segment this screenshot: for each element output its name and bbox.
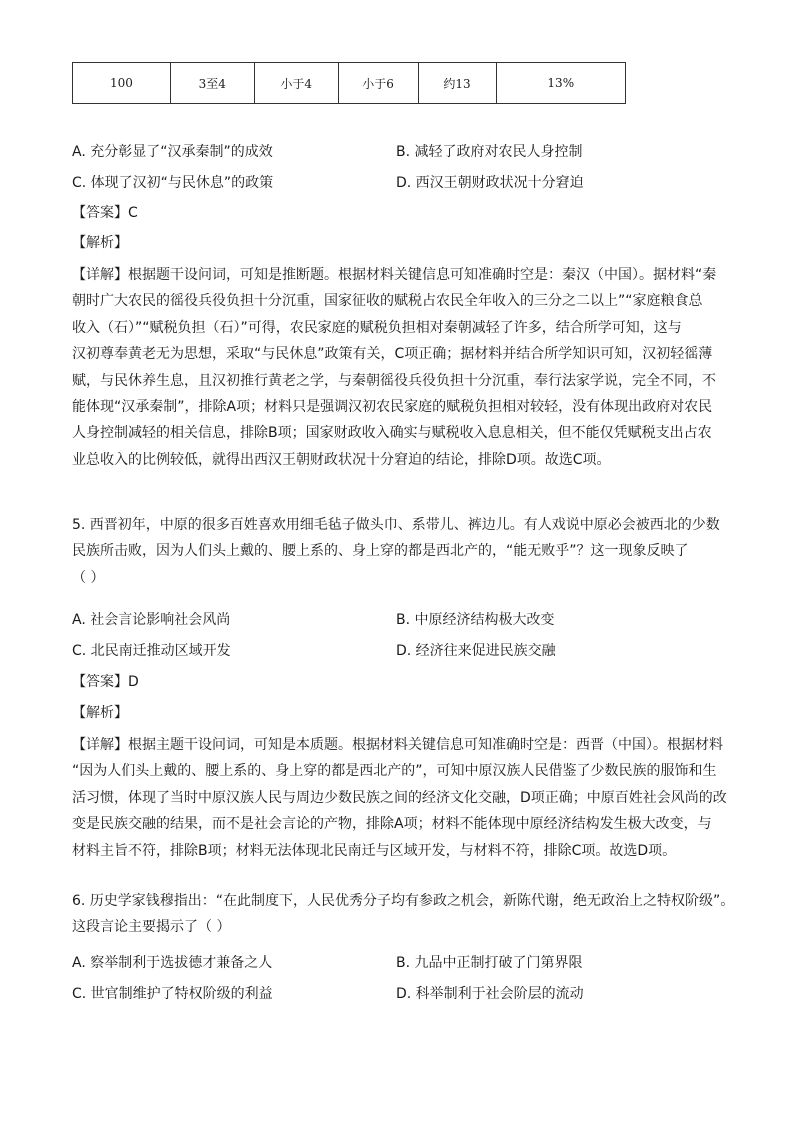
q4-option-d: D. 西汉王朝财政状况十分窘迫	[396, 175, 584, 191]
q4-detail-line: 业总收入的比例较低，就得出西汉王朝财政状况十分窘迫的结论，排除D项。故选C项。	[72, 451, 611, 468]
q5-option-a: A. 社会言论影响社会风尚	[72, 612, 231, 628]
table-cell: 约13	[418, 63, 496, 104]
q4-detail-line: 赋，与民休养生息，且汉初推行黄老之学，与秦朝徭役兵役负担十分沉重，奉行法家学说，完全不同，不	[72, 372, 716, 389]
q5-detail-line: 【详解】根据主题干设问词，可知是本质题。根据材料关键信息可知准确时空是：西晋（中国）。根据材料	[72, 737, 723, 753]
q4-option-c: C. 体现了汉初“与民休息”的政策	[72, 175, 274, 191]
q4-detail-line: 收入（石）”“赋税负担（石）”可得，农民家庭的赋税负担相对秦朝减轻了许多，结合所学可知，这与	[72, 319, 682, 336]
q5-option-b: B. 中原经济结构极大改变	[396, 612, 555, 628]
q4-option-a: A. 充分彰显了“汉承秦制”的成效	[72, 144, 273, 160]
data-table	[72, 62, 626, 104]
q5-detail-line: “因为人们头上戴的、腰上系的、身上穿的都是西北产的”，可知中原汉族人民借鉴了少数民族的服饰和生	[72, 763, 717, 780]
q5-detail-line: 活习惯，体现了当时中原汉族人民与周边少数民族之间的经济文化交融，D项正确；中原百姓社会风尚的改	[72, 789, 727, 806]
table-cell: 小于4	[254, 63, 338, 104]
q4-detail-line: 汉初尊奉黄老无为思想，采取“与民休息”政策有关，C项正确；据材料并结合所学知识可知，汉初轻徭薄	[72, 346, 713, 363]
q6-option-c: C. 世官制维护了特权阶级的利益	[72, 986, 273, 1002]
q4-detail-line: 朝时广大农民的徭役兵役负担十分沉重，国家征收的赋税占农民全年收入的三分之二以上”“家庭粮食总	[72, 293, 703, 310]
q5-stem	[72, 512, 732, 591]
q5-detail-line: 变是民族交融的结果，而不是社会言论的产物，排除A项；材料不能体现中原经济结构发生极大改变，与	[72, 816, 712, 833]
q4-detail-line: 能体现“汉承秦制”，排除A项；材料只是强调汉初农民家庭的赋税负担相对较轻，没有体现出政府对农民	[72, 398, 713, 415]
q5-analysis-label: 【解析】	[72, 705, 128, 721]
q6-option-d: D. 科举制利于社会阶层的流动	[396, 986, 584, 1002]
q5-stem-line: 民族所击败，因为人们头上戴的、腰上系的、身上穿的都是西北产的，“能无败乎”？这一现象反映了	[72, 543, 689, 560]
q6-option-a: A. 察举制利于选拔德才兼备之人	[72, 955, 273, 971]
q5-option-d: D. 经济往来促进民族交融	[396, 643, 556, 659]
q6-stem-line: 这段言论主要揭示了（ ）	[72, 919, 231, 936]
q4-option-b: B. 减轻了政府对农民人身控制	[396, 144, 583, 160]
table-cell: 3至4	[170, 63, 254, 104]
q5-answer: 【答案】D	[72, 674, 139, 690]
q6-stem	[72, 888, 735, 941]
q5-option-c: C. 北民南迁推动区域开发	[72, 643, 231, 659]
q4-detail-line: 人身控制减轻的相关信息，排除B项；国家财政收入确实与赋税收入息息相关，但不能仅凭赋税支出占农	[72, 425, 712, 442]
table-cell: 100	[73, 63, 171, 104]
q4-detail	[72, 262, 732, 473]
q5-stem-line: 5. 西晋初年，中原的很多百姓喜欢用细毛毡子做头巾、系带儿、裤边儿。有人戏说中原必会被西北的少数	[72, 517, 720, 533]
q4-answer: 【答案】C	[72, 205, 138, 221]
q5-detail-line: 材料主旨不符，排除B项；材料无法体现北民南迁与区域开发，与材料不符，排除C项。故选D项。	[72, 842, 677, 859]
table-row	[73, 63, 626, 104]
q4-analysis-label: 【解析】	[72, 235, 128, 251]
q5-detail	[72, 732, 732, 864]
q5-stem-line: （ ）	[72, 569, 105, 586]
q6-stem-line: 6. 历史学家钱穆指出：“在此制度下，人民优秀分子均有参政之机会，新陈代谢，绝无政治上之特权阶级”。	[72, 893, 735, 909]
table-cell: 13%	[496, 63, 625, 104]
table-cell: 小于6	[338, 63, 418, 104]
q6-option-b: B. 九品中正制打破了门第界限	[396, 955, 583, 971]
q4-detail-line: 【详解】根据题干设问词，可知是推断题。根据材料关键信息可知准确时空是：秦汉（中国）。据材料“秦	[72, 267, 717, 283]
